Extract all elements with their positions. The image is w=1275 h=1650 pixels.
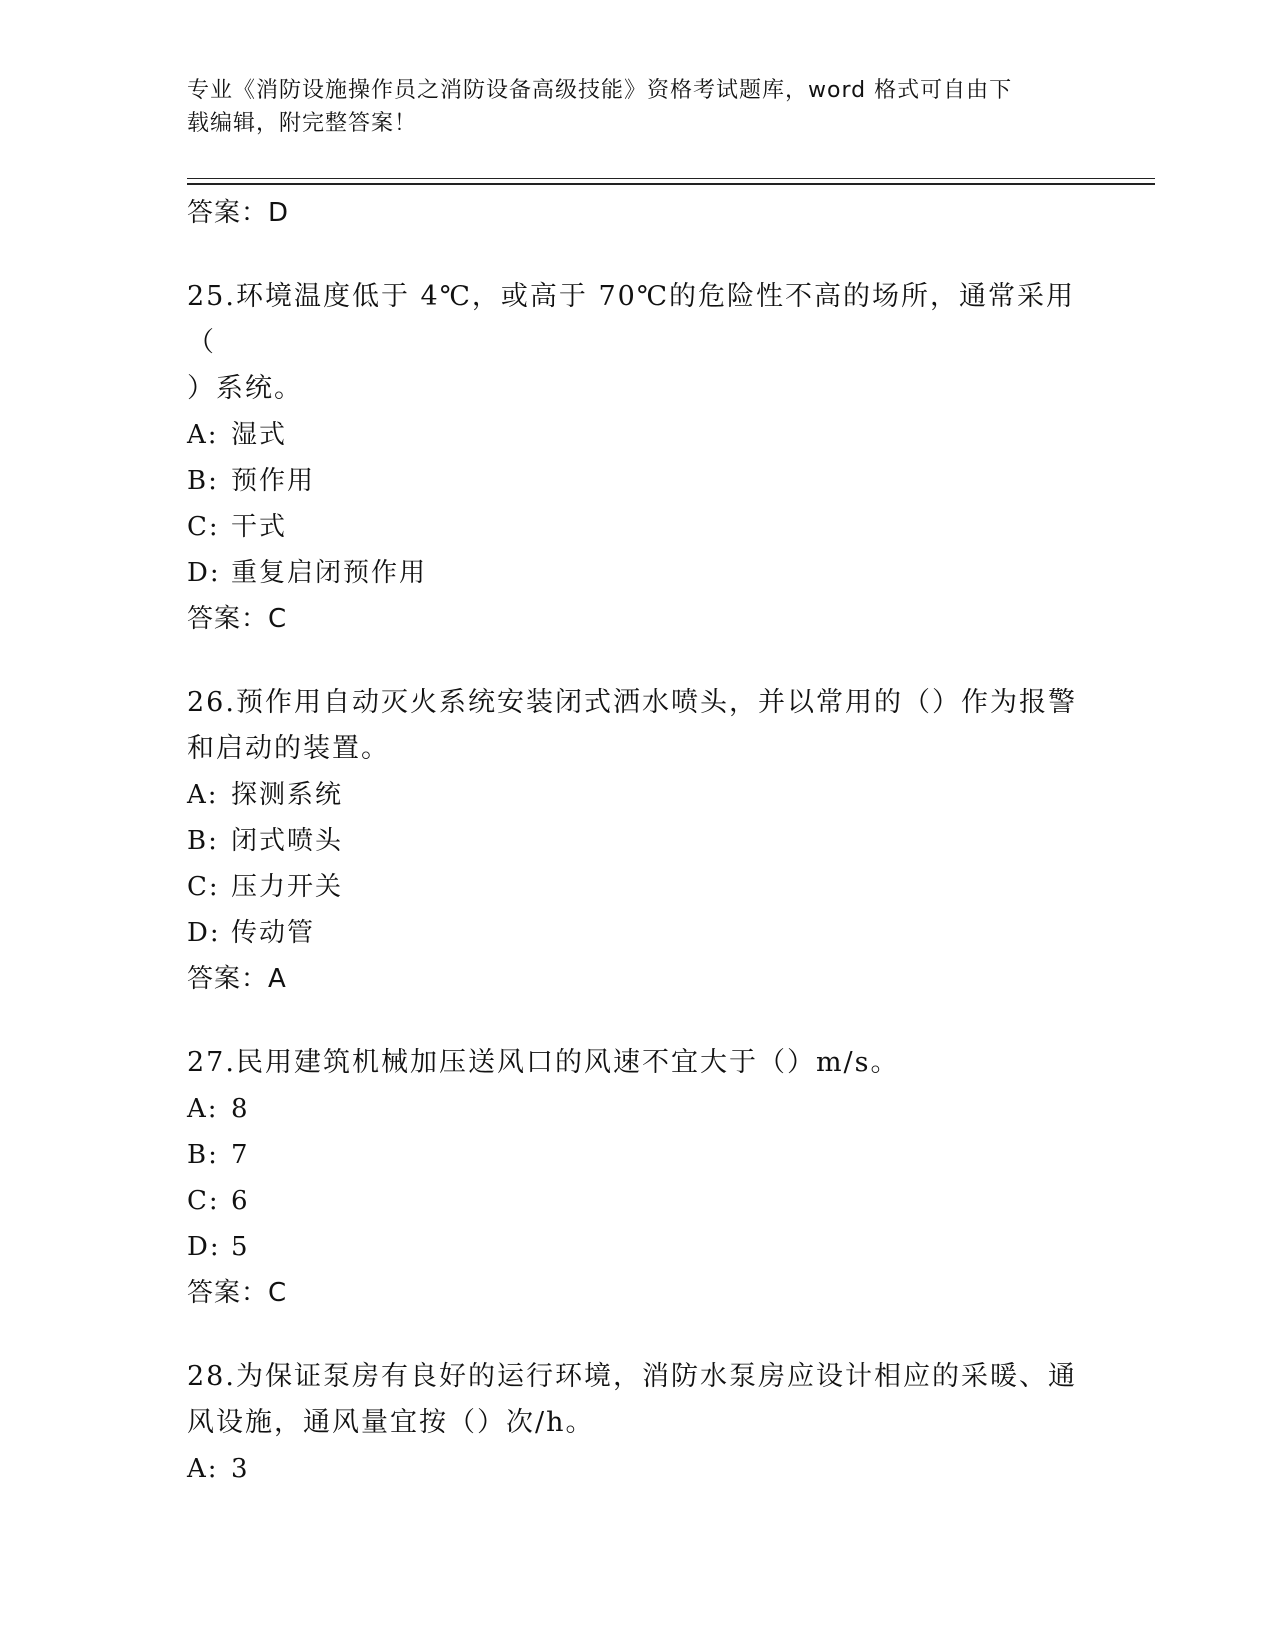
question-item	[187, 1040, 1087, 1316]
question-line: 和启动的装置。	[187, 733, 390, 764]
option-letter: A:	[187, 1094, 219, 1124]
question-line: ）系统。	[187, 373, 303, 404]
option-letter: C:	[187, 872, 220, 902]
option-letter: B:	[187, 826, 219, 856]
option-text: 传动管	[231, 918, 316, 948]
option-letter: B:	[187, 1140, 219, 1170]
option-text: 3	[231, 1454, 250, 1484]
question-text	[187, 680, 1087, 772]
option-letter: C:	[187, 1186, 220, 1216]
option-d	[187, 1224, 1087, 1270]
question-line: 25.环境温度低于 4℃，或高于 70℃的危险性不高的场所，通常采用（	[187, 281, 1076, 358]
question-line: 27.民用建筑机械加压送风口的风速不宜大于（）m/s。	[187, 1047, 900, 1078]
document-header	[187, 74, 1067, 140]
option-b	[187, 458, 1087, 504]
question-text	[187, 1040, 1087, 1086]
question-item	[187, 680, 1087, 1002]
option-text: 重复启闭预作用	[231, 558, 428, 588]
option-letter: C:	[187, 512, 220, 542]
question-text	[187, 1354, 1087, 1446]
header-line-1: 专业《消防设施操作员之消防设备高级技能》资格考试题库，word 格式可自由下	[187, 78, 1013, 103]
option-b	[187, 818, 1087, 864]
option-text: 7	[231, 1140, 250, 1170]
question-item	[187, 274, 1087, 642]
option-a	[187, 772, 1087, 818]
header-divider-thick	[187, 183, 1155, 185]
option-c	[187, 1178, 1087, 1224]
question-line: 26.预作用自动灭火系统安装闭式洒水喷头，并以常用的（）作为报警	[187, 687, 1077, 718]
option-text: 闭式喷头	[231, 826, 344, 856]
option-text: 探测系统	[231, 780, 344, 810]
option-text: 5	[231, 1232, 250, 1262]
option-text: 8	[231, 1094, 250, 1124]
option-c	[187, 504, 1087, 550]
header-divider-thin	[187, 178, 1155, 179]
option-letter: A:	[187, 780, 219, 810]
option-a	[187, 1086, 1087, 1132]
option-d	[187, 910, 1087, 956]
option-letter: D:	[187, 1232, 221, 1262]
option-d	[187, 550, 1087, 596]
option-text: 预作用	[231, 466, 316, 496]
question-item	[187, 1354, 1087, 1492]
answer-line: 答案：A	[187, 964, 287, 994]
option-letter: D:	[187, 558, 221, 588]
option-text: 湿式	[231, 420, 288, 450]
option-a	[187, 1446, 1087, 1492]
header-line-2: 载编辑，附完整答案！	[187, 111, 418, 136]
option-a	[187, 412, 1087, 458]
question-line: 28.为保证泵房有良好的运行环境，消防水泵房应设计相应的采暖、通	[187, 1361, 1077, 1392]
answer-line: 答案：C	[187, 604, 288, 634]
question-line: 风设施，通风量宜按（）次/h。	[187, 1407, 595, 1438]
option-letter: A:	[187, 1454, 219, 1484]
option-text: 干式	[231, 512, 288, 542]
option-text: 压力开关	[231, 872, 344, 902]
option-text: 6	[231, 1186, 250, 1216]
answer-line: 答案：D	[187, 198, 290, 228]
option-b	[187, 1132, 1087, 1178]
option-letter: D:	[187, 918, 221, 948]
option-c	[187, 864, 1087, 910]
question-list	[187, 190, 1087, 1492]
option-letter: B:	[187, 466, 219, 496]
answer-line: 答案：C	[187, 1278, 288, 1308]
question-text	[187, 274, 1087, 412]
option-letter: A:	[187, 420, 219, 450]
